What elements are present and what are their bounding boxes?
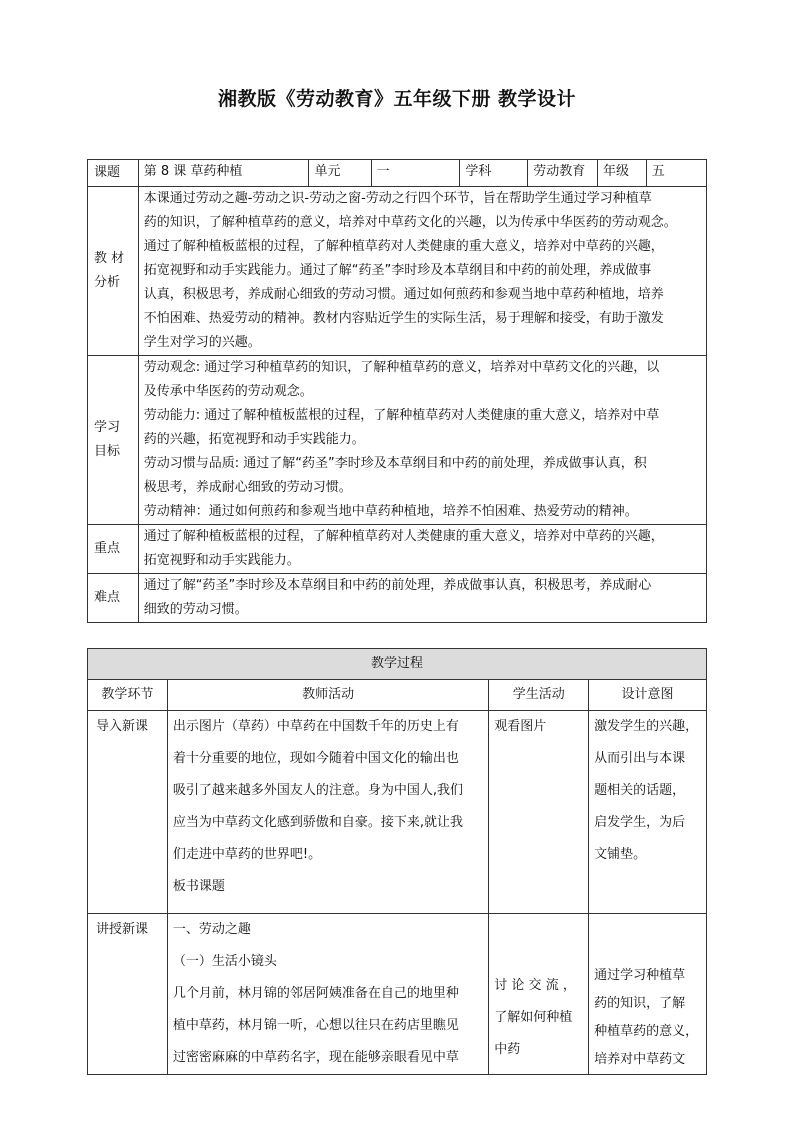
objective-line: 劳动观念: 通过学习种植草药的知识，了解种植草药的意义，培养对中草药文化的兴趣，以: [143, 360, 660, 375]
intent-line: 种植草药的意义，: [594, 1024, 699, 1039]
lesson-info-table: [87, 159, 707, 623]
teacher-line: 应当为中草药文化感到骄傲和自豪。接下来,就让我: [172, 815, 464, 830]
material-label-line2: 分析: [94, 275, 121, 290]
col-head-teacher: 教师活动: [167, 680, 488, 711]
difficulty-line: 细致的劳动习惯。: [143, 602, 248, 617]
material-line: 通过了解种植板蓝根的过程，了解种植草药对人类健康的重大意义，培养对中草药的兴趣，: [143, 239, 664, 254]
teacher-line: 过密密麻麻的中草药名字，现在能够亲眼看见中草: [172, 1050, 459, 1065]
material-line: 本课通过劳动之趣-劳动之识-劳动之窗-劳动之行四个环节，旨在帮助学生通过学习种植草: [143, 191, 652, 206]
intent-line: 从而引出与本课: [594, 751, 686, 766]
design-intent: [589, 711, 707, 914]
student-line: 观看图片: [494, 719, 547, 734]
stage-intro: 导入新课: [88, 711, 168, 914]
teacher-line: 几个月前，林月锦的邻居阿姨准备在自己的地里种: [172, 986, 459, 1001]
objective-line: 药的兴趣，拓宽视野和动手实践能力。: [143, 432, 365, 447]
process-header: 教学过程: [88, 649, 707, 680]
table-row: [88, 711, 707, 914]
material-line: 认真，积极思考，养成耐心细致的劳动习惯。通过如何煎药和参观当地中草药种植地，培养: [143, 287, 664, 302]
objective-line: 及传承中华医药的劳动观念。: [143, 384, 313, 399]
subject-label: 学科: [460, 160, 528, 187]
grade-value: 五: [646, 160, 706, 187]
teacher-line: 出示图片（草药）中草药在中国数千年的历史上有: [172, 719, 459, 734]
unit-label: 单元: [309, 160, 371, 187]
intent-line: 文铺垫。: [594, 847, 647, 862]
key-points-row: [88, 525, 707, 574]
objectives-label-line2: 目标: [94, 444, 121, 459]
key-point-line: 通过了解种植板蓝根的过程，了解种植草药对人类健康的重大意义，培养对中草药的兴趣，: [143, 529, 664, 544]
table-row: [88, 914, 707, 1075]
material-line: 不怕困难、热爱劳动的精神。教材内容贴近学生的实际生活，易于理解和接受，有助于激发: [143, 311, 664, 326]
key-points-label: 重点: [88, 525, 139, 574]
teacher-line: 吸引了越来越多外国友人的注意。身为中国人,我们: [172, 783, 464, 798]
design-intent: [589, 914, 707, 1075]
material-line: 药的知识，了解种植草药的意义，培养对中草药文化的兴趣，以为传承中华医药的劳动观念。: [143, 215, 677, 230]
grade-label: 年级: [597, 160, 646, 187]
objective-line: 劳动精神：通过如何煎药和参观当地中草药种植地，培养不怕困难、热爱劳动的精神。: [143, 504, 638, 519]
intent-line: 培养对中草药文: [594, 1052, 686, 1067]
key-points-content: [138, 525, 706, 574]
info-row: [88, 160, 707, 187]
teacher-line: 们走进中草药的世界吧!。: [172, 847, 322, 862]
intent-line: 通过学习种植草: [594, 968, 686, 983]
objectives-label-line1: 学习: [94, 420, 121, 435]
student-line: 讨 论 交 流 ，: [494, 978, 576, 993]
objectives-content: [138, 356, 706, 525]
student-activity: [489, 711, 589, 914]
objectives-row: [88, 356, 707, 525]
unit-value: 一: [371, 160, 460, 187]
teaching-process-table: [87, 648, 707, 1075]
material-line: 学生对学习的兴趣。: [143, 335, 261, 350]
student-line: 中药: [494, 1042, 521, 1057]
intent-line: 启发学生，为后: [594, 815, 686, 830]
teacher-line: （一）生活小镜头: [172, 954, 277, 969]
teacher-line: 一、劳动之趣: [172, 922, 251, 937]
teacher-line: 着十分重要的地位，现如今随着中国文化的输出也: [172, 751, 459, 766]
col-head-stage: 教学环节: [88, 680, 168, 711]
subject-value: 劳动教育: [528, 160, 598, 187]
stage-new-lesson: 讲授新课: [88, 914, 168, 1075]
material-label-line1: 教 材: [94, 251, 125, 266]
material-content: [138, 187, 706, 356]
teacher-line: 植中草药，林月锦一听，心想以往只在药店里瞧见: [172, 1018, 459, 1033]
difficulties-label: 难点: [88, 574, 139, 623]
teacher-activity: [167, 711, 488, 914]
lesson-label: 课题: [88, 160, 139, 187]
student-activity: [489, 914, 589, 1075]
col-head-student: 学生活动: [489, 680, 589, 711]
material-line: 拓宽视野和动手实践能力。通过了解“药圣”李时珍及本草纲目和中药的前处理，养成做事: [143, 263, 652, 278]
objective-line: 劳动习惯与品质: 通过了解“药圣”李时珍及本草纲目和中药的前处理，养成做事认真，积: [143, 456, 647, 471]
difficulties-row: [88, 574, 707, 623]
objective-line: 劳动能力: 通过了解种植板蓝根的过程，了解种植草药对人类健康的重大意义，培养对中草: [143, 408, 660, 423]
document-title: 湘教版《劳动教育》五年级下册 教学设计: [217, 88, 577, 110]
intent-line: 激发学生的兴趣，: [594, 719, 699, 734]
difficulty-line: 通过了解“药圣”李时珍及本草纲目和中药的前处理，养成做事认真，积极思考，养成耐心: [143, 578, 652, 593]
material-row: [88, 187, 707, 356]
intent-line: 药的知识，了解: [594, 996, 686, 1011]
lesson-value: 第 8 课 草药种植: [138, 160, 309, 187]
col-head-intent: 设计意图: [589, 680, 707, 711]
student-line: 了解如何种植: [494, 1010, 573, 1025]
teacher-line: 板书课题: [172, 879, 225, 894]
teacher-activity: [167, 914, 488, 1075]
intent-line: 题相关的话题，: [594, 783, 686, 798]
objective-line: 极思考，养成耐心细致的劳动习惯。: [143, 480, 352, 495]
key-point-line: 拓宽视野和动手实践能力。: [143, 553, 300, 568]
difficulties-content: [138, 574, 706, 623]
